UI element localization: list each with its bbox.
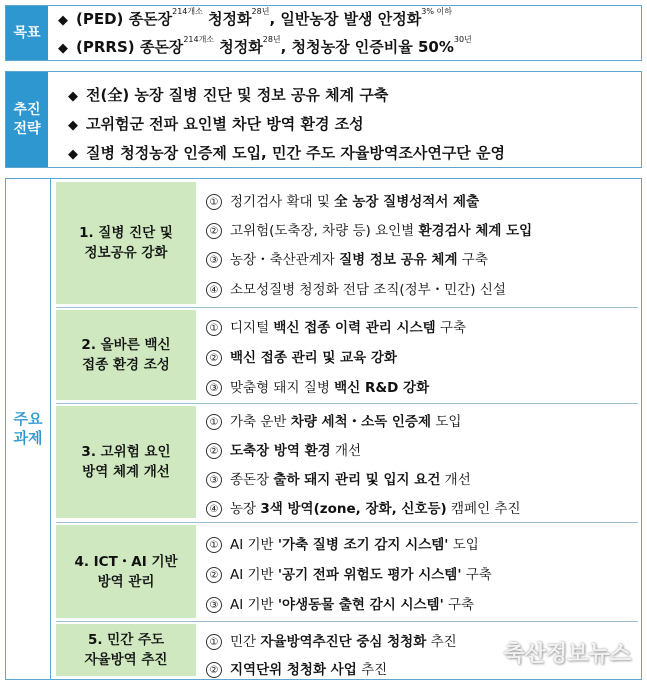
item-text: AI 기반 [230, 597, 278, 613]
strategy-line-2-text: 고위험군 전파 요인별 차단 방역 환경 조성 [86, 115, 364, 133]
goal-line-2-sup3: 30년 [453, 35, 472, 44]
item-suffix: 도입 [448, 537, 479, 553]
circle-number-icon: ① [206, 634, 222, 650]
circle-number-icon: ② [206, 567, 222, 583]
circle-number-icon: ④ [206, 282, 222, 298]
item-emphasis: 지역단위 청청화 사업 [230, 662, 357, 678]
task-2-item-2 [206, 346, 397, 366]
item-emphasis: 3색 방역(zone, 장화, 신호등) [260, 501, 447, 517]
item-text: 농장 [230, 501, 261, 517]
goal-label [6, 6, 48, 60]
strategy-line-3 [68, 142, 505, 163]
goal-line-2-mid: 청정화 [214, 38, 263, 56]
task-3-item-4 [206, 497, 521, 517]
task-1-item-4 [206, 278, 506, 298]
item-emphasis: '가축 질병 조기 감지 시스템' [277, 537, 449, 553]
goal-line-2-sup2: 28년 [262, 35, 281, 44]
group-divider [56, 522, 638, 523]
group-divider [56, 621, 638, 622]
watermark: 축산정보뉴스 [503, 642, 631, 667]
circle-number-icon: ① [206, 194, 222, 210]
tasks-divider [50, 179, 51, 679]
item-emphasis: '공기 전파 위험도 평가 시스템' [277, 567, 462, 583]
task-category-5 [56, 624, 196, 676]
circle-number-icon: ② [206, 350, 222, 366]
item-suffix: 캠페인 추진 [446, 501, 521, 517]
item-emphasis: '야생동물 출현 감시 시스템' [277, 597, 444, 613]
item-emphasis: 全 농장 질병성적서 제출 [334, 194, 480, 210]
item-text: 종돈장 [230, 472, 274, 488]
task-category-3-line1: 3. 고위험 요인 [81, 444, 171, 460]
item-emphasis: 환경검사 체계 도입 [418, 223, 533, 239]
item-text: 농장・축산관계자 [230, 252, 340, 268]
diamond-bullet-icon: ◆ [68, 118, 78, 133]
item-emphasis: 차량 세척・소독 인증제 [290, 414, 432, 430]
task-5-item-1 [206, 630, 457, 650]
diamond-bullet-icon: ◆ [58, 13, 68, 28]
circle-number-icon: ① [206, 414, 222, 430]
task-category-1-line1: 1. 질병 진단 및 [79, 225, 173, 241]
item-suffix: 구축 [443, 597, 475, 613]
item-emphasis: 자율방역추진단 중심 청청화 [260, 634, 427, 650]
task-category-1-line2: 정보공유 강화 [84, 245, 168, 261]
item-text: 민간 [230, 634, 261, 650]
goal-label-text: 목표 [13, 24, 41, 41]
item-suffix: 구축 [461, 567, 492, 583]
task-category-4-line1: 4. ICT・AI 기반 [74, 553, 178, 570]
goal-line-2 [58, 36, 472, 57]
tasks-label [6, 179, 50, 679]
task-2-item-3 [206, 376, 429, 396]
item-emphasis: 백신 접종 관리 및 교육 강화 [230, 350, 397, 366]
circle-number-icon: ③ [206, 472, 222, 488]
task-2-item-1 [206, 316, 466, 336]
goal-line-2-sup1: 214개소 [183, 35, 215, 44]
item-suffix: 구축 [435, 320, 467, 336]
item-text: 고위험(도축장, 차량 등) 요인별 [230, 223, 419, 239]
diamond-bullet-icon: ◆ [58, 41, 68, 56]
task-4-item-2 [206, 563, 492, 583]
strategy-label-line2: 전략 [13, 120, 41, 137]
goal-line-2-post: , 청청농장 인증비율 50% [280, 38, 454, 56]
task-category-2-line2: 접종 환경 조성 [82, 357, 170, 373]
tasks-label-line2: 과제 [13, 429, 43, 447]
item-suffix: 추진 [356, 662, 388, 678]
item-suffix: 추진 [426, 634, 457, 650]
task-category-2 [56, 310, 196, 400]
goal-line-1-text: (PED) 종돈장 [76, 10, 173, 28]
item-text: AI 기반 [230, 567, 278, 583]
task-category-4 [56, 525, 196, 618]
circle-number-icon: ① [206, 537, 222, 553]
item-emphasis: 출하 돼지 관리 및 입지 요건 [273, 472, 441, 488]
diamond-bullet-icon: ◆ [68, 147, 78, 162]
task-1-item-1 [206, 190, 479, 210]
task-category-5-line1: 5. 민간 주도 [87, 632, 165, 648]
task-category-2-line1: 2. 올바른 백신 [81, 337, 171, 353]
group-divider [56, 307, 638, 308]
circle-number-icon: ② [206, 662, 222, 678]
item-suffix: 개선 [440, 472, 471, 488]
task-4-item-1 [206, 533, 479, 553]
circle-number-icon: ③ [206, 252, 222, 268]
circle-number-icon: ③ [206, 597, 222, 613]
goal-line-1-mid: 청정화 [202, 10, 252, 28]
task-category-3 [56, 406, 196, 518]
diamond-bullet-icon: ◆ [68, 89, 78, 104]
item-suffix: 구축 [457, 252, 488, 268]
task-4-item-3 [206, 593, 474, 613]
task-3-item-2 [206, 439, 361, 459]
item-text: 맞춤형 돼지 질병 [230, 380, 335, 396]
group-divider [56, 403, 638, 404]
goal-line-1 [58, 8, 452, 29]
strategy-line-2 [68, 113, 364, 134]
strategy-label [6, 72, 48, 167]
item-suffix: 도입 [431, 414, 462, 430]
goal-line-2-text: (PRRS) 종돈장 [76, 38, 184, 56]
item-suffix: 개선 [330, 443, 362, 459]
circle-number-icon: ① [206, 320, 222, 336]
strategy-label-line1: 추진 [13, 101, 41, 118]
circle-number-icon: ② [206, 443, 222, 459]
item-emphasis: 백신 R&D 강화 [334, 380, 430, 396]
strategy-line-1-text: 전(全) 농장 질병 진단 및 정보 공유 체계 구축 [86, 86, 389, 104]
task-1-item-2 [206, 219, 532, 239]
circle-number-icon: ④ [206, 501, 222, 517]
circle-number-icon: ③ [206, 380, 222, 396]
goal-line-1-post: , 일반농장 발생 안정화 [269, 10, 422, 28]
item-text: 소모성질병 청정화 전담 조직(정부・민간) 신설 [230, 282, 506, 298]
item-emphasis: 백신 접종 이력 관리 시스템 [273, 320, 436, 336]
task-5-item-2 [206, 658, 387, 678]
goal-line-1-sup1: 214개소 [172, 7, 203, 16]
item-text: 디지털 [230, 320, 274, 336]
task-3-item-1 [206, 410, 461, 430]
task-category-1 [56, 182, 196, 304]
task-category-4-line2: 방역 관리 [97, 573, 155, 590]
task-category-5-line2: 자율방역 추진 [84, 652, 168, 668]
task-3-item-3 [206, 468, 471, 488]
tasks-label-line1: 주요 [13, 410, 43, 428]
strategy-line-3-text: 질병 청정농장 인증제 도입, 민간 주도 자율방역조사연구단 운영 [86, 144, 505, 162]
item-text: 가축 운반 [230, 414, 291, 430]
item-emphasis: 도축장 방역 환경 [230, 443, 331, 459]
item-text: AI 기반 [230, 537, 278, 553]
goal-line-1-sup3: 3% 이하 [421, 7, 452, 16]
item-text: 정기검사 확대 및 [230, 194, 335, 210]
task-1-item-3 [206, 248, 488, 268]
goal-line-1-sup2: 28년 [251, 7, 270, 16]
task-category-3-line2: 방역 체계 개선 [82, 464, 170, 480]
strategy-line-1 [68, 84, 388, 105]
circle-number-icon: ② [206, 223, 222, 239]
item-emphasis: 질병 정보 공유 체계 [339, 252, 458, 268]
